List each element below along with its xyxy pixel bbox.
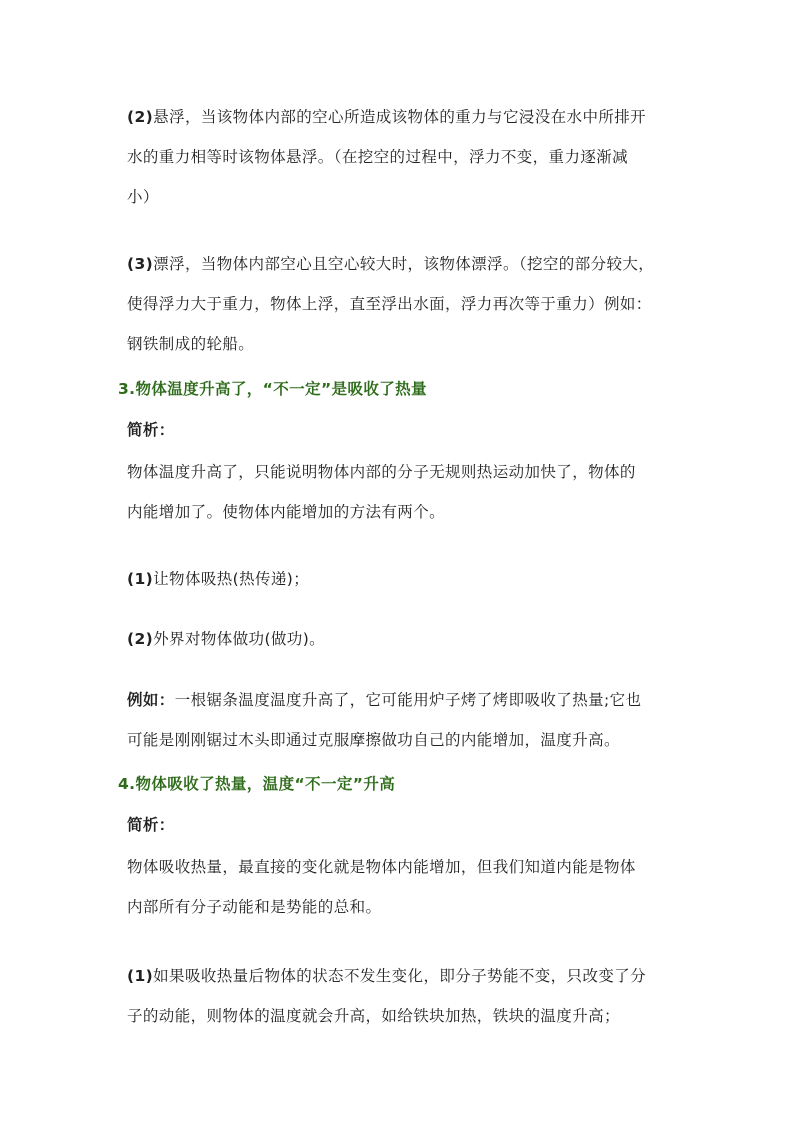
paragraph-line: 水的重力相等时该物体悬浮。（在挖空的过程中，浮力不变，重力逐渐减 bbox=[127, 148, 629, 166]
paragraph-line: 内能增加了。使物体内能增加的方法有两个。 bbox=[127, 503, 446, 521]
paragraph-line: 钢铁制成的轮船。 bbox=[127, 335, 255, 353]
paragraph-floating bbox=[127, 244, 672, 364]
item-number: (1) bbox=[127, 570, 154, 588]
paragraph-method-1 bbox=[127, 559, 672, 599]
paragraph-line: 可能是刚刚锯过木头即通过克服摩擦做功自己的内能增加，温度升高。 bbox=[127, 731, 620, 749]
paragraph-intro-3 bbox=[127, 452, 672, 532]
paragraph-line: (3)漂浮，当物体内部空心且空心较大时，该物体漂浮。（挖空的部分较大， bbox=[127, 255, 655, 273]
paragraph-line: 使得浮力大于重力，物体上浮，直至浮出水面，浮力再次等于重力）例如： bbox=[127, 295, 652, 313]
item-number: (1) bbox=[127, 967, 154, 985]
analysis-label: 简析： bbox=[127, 421, 175, 439]
paragraph-line: (2)外界对物体做功(做功)。 bbox=[127, 630, 326, 648]
paragraph-suspension bbox=[127, 97, 672, 217]
paragraph-line: 子的动能，则物体的温度就会升高，如给铁块加热，铁块的温度升高； bbox=[127, 1007, 620, 1025]
analysis-label: 简析： bbox=[127, 816, 175, 834]
paragraph-line: 内部所有分子动能和是势能的总和。 bbox=[127, 898, 382, 916]
paragraph-case-1 bbox=[127, 956, 672, 1036]
paragraph-line: 物体温度升高了，只能说明物体内部的分子无规则热运动加快了，物体的 bbox=[127, 463, 636, 481]
paragraph-intro-4 bbox=[127, 847, 672, 927]
paragraph-line: 例如：一根锯条温度温度升高了，它可能用炉子烤了烤即吸收了热量;它也 bbox=[127, 691, 642, 709]
paragraph-line: (1)如果吸收热量后物体的状态不发生变化，即分子势能不变，只改变了分 bbox=[127, 967, 647, 985]
paragraph-line: 物体吸收热量，最直接的变化就是物体内能增加，但我们知道内能是物体 bbox=[127, 858, 636, 876]
section-heading-4: 4.物体吸收了热量，温度“不一定”升高 bbox=[118, 775, 396, 793]
section-heading-3: 3.物体温度升高了，“不一定”是吸收了热量 bbox=[118, 380, 427, 398]
paragraph-line: (1)让物体吸热(热传递)； bbox=[127, 570, 310, 588]
item-number: (2) bbox=[127, 630, 154, 648]
example-lead: 例如： bbox=[127, 691, 175, 709]
item-number: (3) bbox=[127, 255, 154, 273]
item-number: (2) bbox=[127, 108, 154, 126]
paragraph-line: (2)悬浮，当该物体内部的空心所造成该物体的重力与它浸没在水中所排开 bbox=[127, 108, 647, 126]
paragraph-example bbox=[127, 680, 672, 760]
paragraph-method-2 bbox=[127, 619, 672, 659]
paragraph-line: 小） bbox=[127, 188, 159, 206]
